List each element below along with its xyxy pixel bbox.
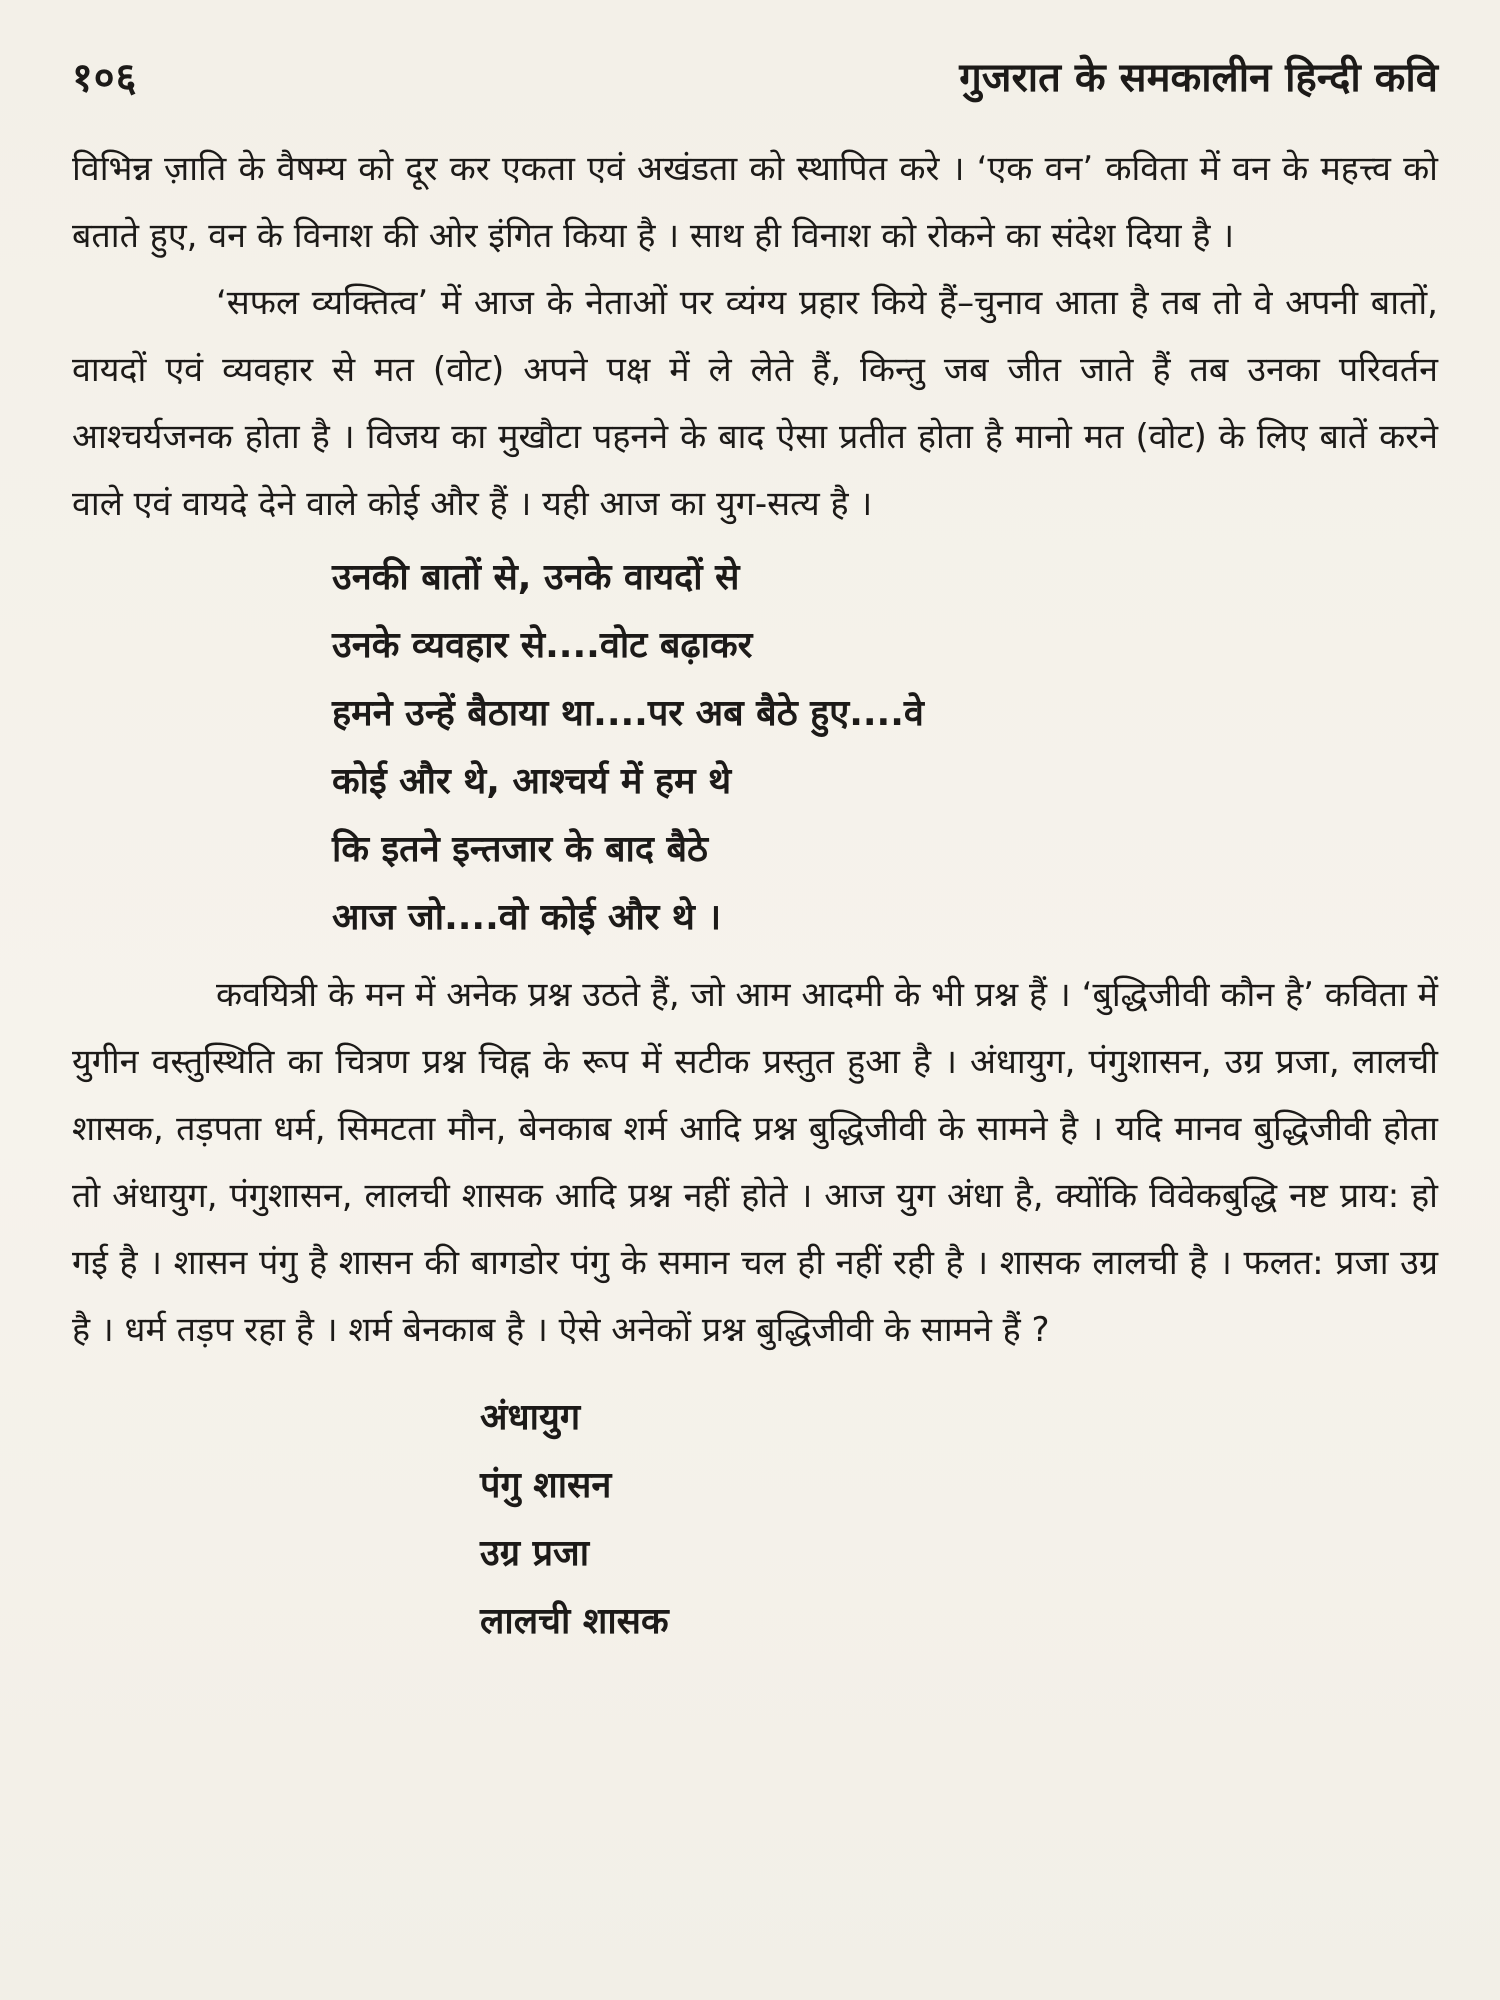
page-header: [72, 48, 1438, 118]
verse-line: उनके व्यवहार से....वोट बढ़ाकर: [332, 625, 753, 666]
verse-line: अंधायुग: [480, 1397, 581, 1438]
paragraph-2: ‘सफल व्यक्तित्व’ में आज के नेताओं पर व्यंग्य प्रहार किये हैं–चुनाव आता है तब तो वे अपनी बातों, वायदों एवं व्यवहार से मत (वोट) अपने पक्ष में ले लेते हैं, किन्तु जब जीत जाते हैं तब उनका परिवर्तन आश्चर्यजनक होता है । विजय का मुखौटा पहनने के बाद ऐसा प्रतीत होता है मानो मत (वोट) के लिए बातें करने वाले एवं वायदे देने वाले कोई और हैं । यही आज का युग-सत्य है ।: [72, 283, 1438, 524]
running-title: गुजरात के समकालीन हिन्दी कवि: [959, 55, 1438, 101]
verse-line: कि इतने इन्तजार के बाद बैठे: [332, 829, 708, 870]
verse-line: उनकी बातों से, उनके वायदों से: [332, 557, 740, 598]
poem-excerpt-1: [72, 544, 1438, 952]
verse-line: आज जो....वो कोई और थे ।: [332, 897, 722, 938]
paragraph-1: विभिन्न ज़ाति के वैषम्य को दूर कर एकता एवं अखंडता को स्थापित करे । ‘एक वन’ कविता में वन के महत्त्व को बताते हुए, वन के विनाश की ओर इंगित किया है । साथ ही विनाश को रोकने का संदेश दिया है ।: [72, 149, 1438, 256]
poem-excerpt-2: [72, 1384, 1438, 1656]
verse-line: हमने उन्हें बैठाया था....पर अब बैठे हुए....वे: [332, 693, 924, 734]
verse-line: उग्र प्रजा: [480, 1533, 590, 1574]
verse-line: कोई और थे, आश्चर्य में हम थे: [332, 761, 732, 802]
verse-line: लालची शासक: [480, 1601, 669, 1642]
page-number: १०६: [72, 55, 138, 101]
paragraph-3: कवयित्री के मन में अनेक प्रश्न उठते हैं, जो आम आदमी के भी प्रश्न हैं । ‘बुद्धिजीवी कौन है’ कविता में युगीन वस्तुस्थिति का चित्रण प्रश्न चिह्न के रूप में सटीक प्रस्तुत हुआ है । अंधायुग, पंगुशासन, उग्र प्रजा, लालची शासक, तड़पता धर्म, सिमटता मौन, बेनकाब शर्म आदि प्रश्न बुद्धिजीवी के सामने है । यदि मानव बुद्धिजीवी होता तो अंधायुग, पंगुशासन, लालची शासक आदि प्रश्न नहीं होते । आज युग अंधा है, क्योंकि विवेकबुद्धि नष्ट प्राय: हो गई है । शासन पंगु है शासन की बागडोर पंगु के समान चल ही नहीं रही है । शासक लालची है । फलत: प्रजा उग्र है । धर्म तड़प रहा है । शर्म बेनकाब है । ऐसे अनेकों प्रश्न बुद्धिजीवी के सामने हैं ?: [72, 975, 1438, 1350]
verse-line: पंगु शासन: [480, 1465, 612, 1506]
